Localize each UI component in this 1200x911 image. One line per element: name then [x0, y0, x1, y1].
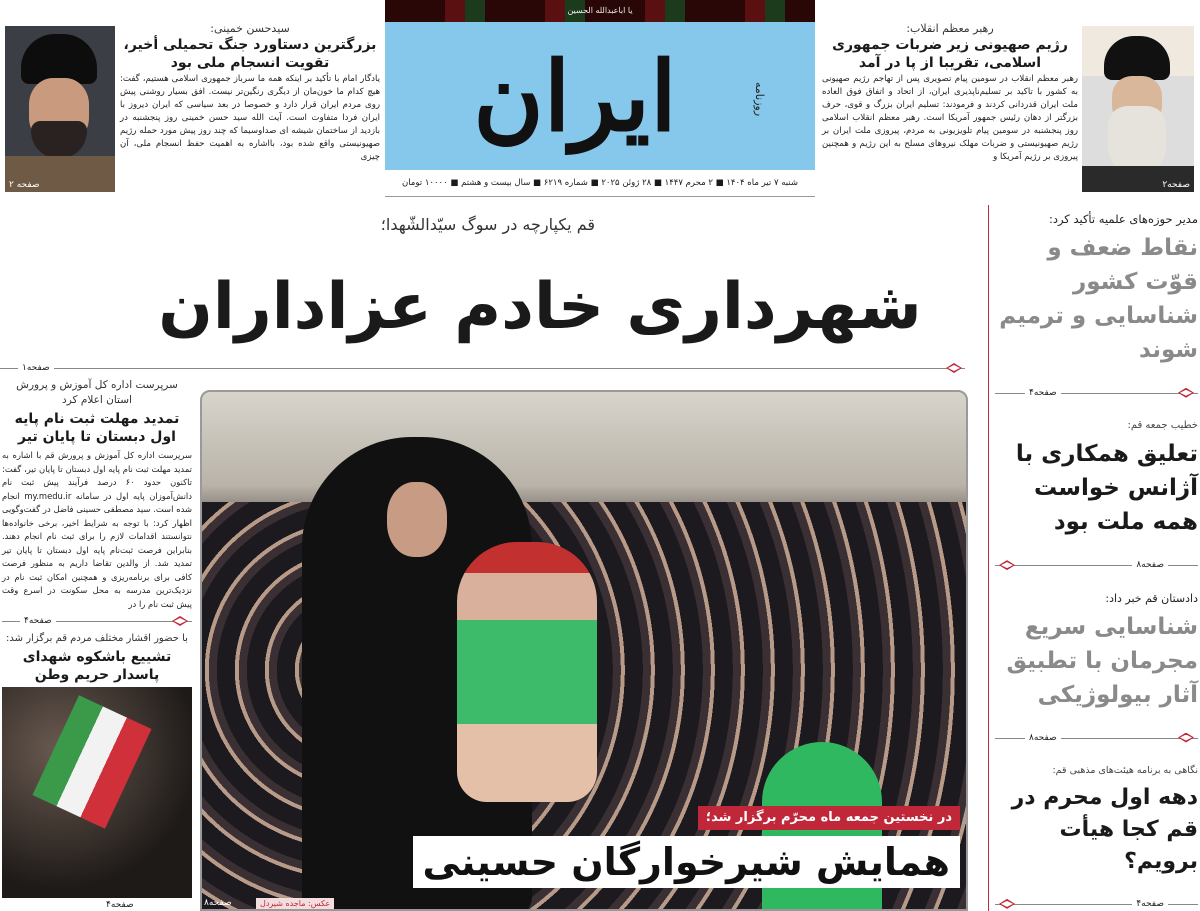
masthead-title: ایران — [473, 40, 677, 153]
story-headline[interactable]: تعلیق همکاری با آژانس خواست همه ملت بود — [1015, 441, 1198, 536]
page-ref[interactable]: صفحه۸ — [1132, 559, 1168, 571]
baby-shape — [457, 542, 597, 802]
left-footer — [2, 898, 192, 911]
photo-page-ref[interactable]: صفحه۸ — [204, 898, 232, 908]
right-separator — [995, 897, 1198, 911]
diamond-ornament-icon — [1178, 388, 1194, 398]
right-story-2[interactable] — [995, 418, 1198, 539]
story-body: رهبر معظم انقلاب در سومین پیام تصویری پس از تهاجم رژیم صهیونی به کشور با تاکید بر تسلیم‌ناپذیری ایران، از اتحاد و اتفاق فوق العاده ملت ایران قدردانی کردند و فرمودند: تسلیم ایران بزرگ و قوی، حرف بزرگتر از دهان رئیس جمهور آمریکا است. رهبر معظم انقلاب اسلامی روز پنجشنبه در سومین پیام تلویزیونی به مردم، پیروزی ملت ایران بر رژیم صهیونیستی و ضربات مهلک نیروهای مسلح به این رژیم و همچنین پیروزی بر رژیم آمریکا و — [822, 74, 1078, 162]
story-kicker: رهبر معظم انقلاب: — [906, 22, 994, 35]
story-headline[interactable]: دهه اول محرم در قم کجا هیأت برویم؟ — [1011, 785, 1198, 875]
right-story-1[interactable] — [995, 212, 1198, 367]
lead-page-ref[interactable]: صفحه۱ — [18, 362, 54, 374]
top-right-story[interactable] — [822, 22, 1078, 164]
left-story-1[interactable] — [2, 378, 192, 611]
story-kicker: دادستان قم خبر داد: — [1105, 591, 1198, 605]
funeral-photo[interactable] — [2, 687, 192, 898]
lead-rule — [0, 368, 965, 369]
story-kicker: مدیر حوزه‌های علمیه تأکید کرد: — [1048, 212, 1198, 226]
diamond-ornament-icon — [999, 899, 1015, 909]
right-column — [995, 212, 1198, 911]
left-column — [2, 378, 192, 911]
dateline: شنبه ۷ تیر ماه ۱۴۰۴ ■ ۲ محرم ۱۴۴۷ ■ ۲۸ ژوئن ۲۰۲۵ ■ شماره ۶۲۱۹ ■ سال بیست و هشتم ■ ۱۰۰۰۰ تومان — [385, 170, 815, 197]
story-headline[interactable]: تمدید مهلت ثبت نام پایه اول دبستان تا پایان تیر — [14, 411, 180, 445]
photo-page-ref: صفحه۲ — [1162, 180, 1190, 190]
left-story-2[interactable] — [2, 631, 192, 687]
story-headline[interactable]: رژیم صهیونی زیر ضربات جمهوری اسلامی، تقریبا از پا در آمد — [832, 37, 1068, 71]
turban-shape — [21, 34, 97, 84]
khomeini-photo[interactable] — [5, 26, 115, 192]
story-kicker: خطیب جمعه قم: — [1127, 420, 1198, 432]
masthead-subtitle: روزنامه — [753, 82, 766, 117]
diamond-ornament-icon — [1178, 733, 1194, 743]
right-story-4[interactable] — [995, 763, 1198, 878]
page-ref[interactable]: صفحه۴ — [20, 615, 56, 627]
diamond-ornament-icon — [946, 363, 962, 373]
left-separator — [2, 614, 192, 628]
masthead-logo-area — [385, 22, 815, 170]
story-body: سرپرست اداره کل آموزش و پرورش قم با اشاره به تمدید مهلت ثبت نام پایه اول دبستان تا پایان تیر، گفت: تاکنون حدود ۶۰ درصد فرآیند پیش ثبت نام دانش‌آموزان پایه اول در سامانه my.medu.ir انجام شده است. سید مصطفی حسینی فاضل در گفت‌وگویی اظهار کرد: با توجه به شرایط اخیر، برخی خانواده‌ها نتوانستند اقدامات لازم را برای ثبت نام انجام دهند. بنابراین فرصت ثبت‌نام پایه اول دبستان تا پایان تیر تمدید شد. از والدین تقاضا داریم به منظور فرصت کافی برای برنامه‌ریزی و همچنین امکان ثبت نام در نزدیک‌ترین مدرسه به محل سکونت در اسرع وقت پیش ثبت نام را در — [2, 450, 193, 609]
photo-kicker: در نخستین جمعه ماه محرّم برگزار شد؛ — [698, 806, 960, 830]
story-headline[interactable]: تشییع باشکوه شهدای پاسدار حریم وطن — [22, 649, 172, 683]
beard-shape — [31, 121, 87, 159]
story-kicker: با حضور اقشار مختلف مردم قم برگزار شد: — [6, 633, 188, 644]
page-ref[interactable]: صفحه۴ — [1132, 898, 1168, 910]
column-divider — [988, 205, 989, 911]
woman-face-shape — [387, 482, 447, 557]
story-kicker: سیدحسن خمینی: — [210, 22, 290, 35]
page-ref[interactable]: صفحه۸ — [1025, 732, 1061, 744]
right-separator — [995, 558, 1198, 572]
mourning-banner: یا اباعبدالله الحسین — [385, 0, 815, 22]
story-headline[interactable]: شناسایی سریع مجرمان با تطبیق آثار بیولوژیکی — [1006, 613, 1198, 708]
page-ref[interactable]: صفحه۴ — [102, 899, 138, 911]
diamond-ornament-icon — [172, 616, 188, 626]
photo-credit: عکس: ماجده شیردل — [256, 898, 334, 909]
story-headline[interactable]: بزرگترین دستاورد جنگ تحمیلی أخیر، تقویت انسجام ملی بود — [123, 37, 377, 71]
top-left-story[interactable] — [120, 22, 380, 164]
story-kicker: نگاهی به برنامه هیئت‌های مذهبی قم: — [1052, 765, 1198, 777]
photo-headline[interactable]: همایش شیرخوارگان حسینی — [413, 836, 961, 888]
right-story-3[interactable] — [995, 591, 1198, 712]
story-body: یادگار امام با تأکید بر اینکه همه ما سرباز جمهوری اسلامی هستیم، گفت: هیچ کدام ما خون‌مان از دیگری رنگین‌تر نیست. افق بسیار روشنی پیش روی مردم ایران قرار دارد و خصوصا در بعد سیاسی که ایران دیروز با ایران فردا متفاوت است. آیت الله سید حسن خمینی روز پنجشنبه در بازدید از ساختمان شیشه ای صداوسیما که چند روز پیش مورد حمله رژیم صهیونیستی واقع شده بود، بااشاره به اهمیت حفظ انسجام ملی، آن چیزی — [120, 74, 380, 162]
masthead — [385, 0, 815, 197]
leader-photo[interactable] — [1082, 26, 1194, 192]
turban-shape — [1104, 36, 1170, 80]
diamond-ornament-icon — [999, 560, 1015, 570]
lead-headline[interactable]: شهرداری خادم عزاداران — [158, 270, 922, 344]
story-kicker: سرپرست اداره کل آموزش و پرورش استان اعلام کرد — [16, 379, 178, 406]
page-ref[interactable]: صفحه۴ — [1025, 387, 1061, 399]
right-separator — [995, 731, 1198, 745]
main-photo[interactable] — [200, 390, 968, 911]
right-separator — [995, 386, 1198, 400]
photo-page-ref: صفحه ۲ — [9, 180, 40, 190]
story-headline[interactable]: نقاط ضعف و قوّت کشور شناسایی و ترمیم شوند — [999, 235, 1198, 363]
coffin-flag-shape — [33, 695, 152, 829]
lead-kicker: قم یکپارچه در سوگ سیّدالشّهدا؛ — [380, 215, 595, 234]
